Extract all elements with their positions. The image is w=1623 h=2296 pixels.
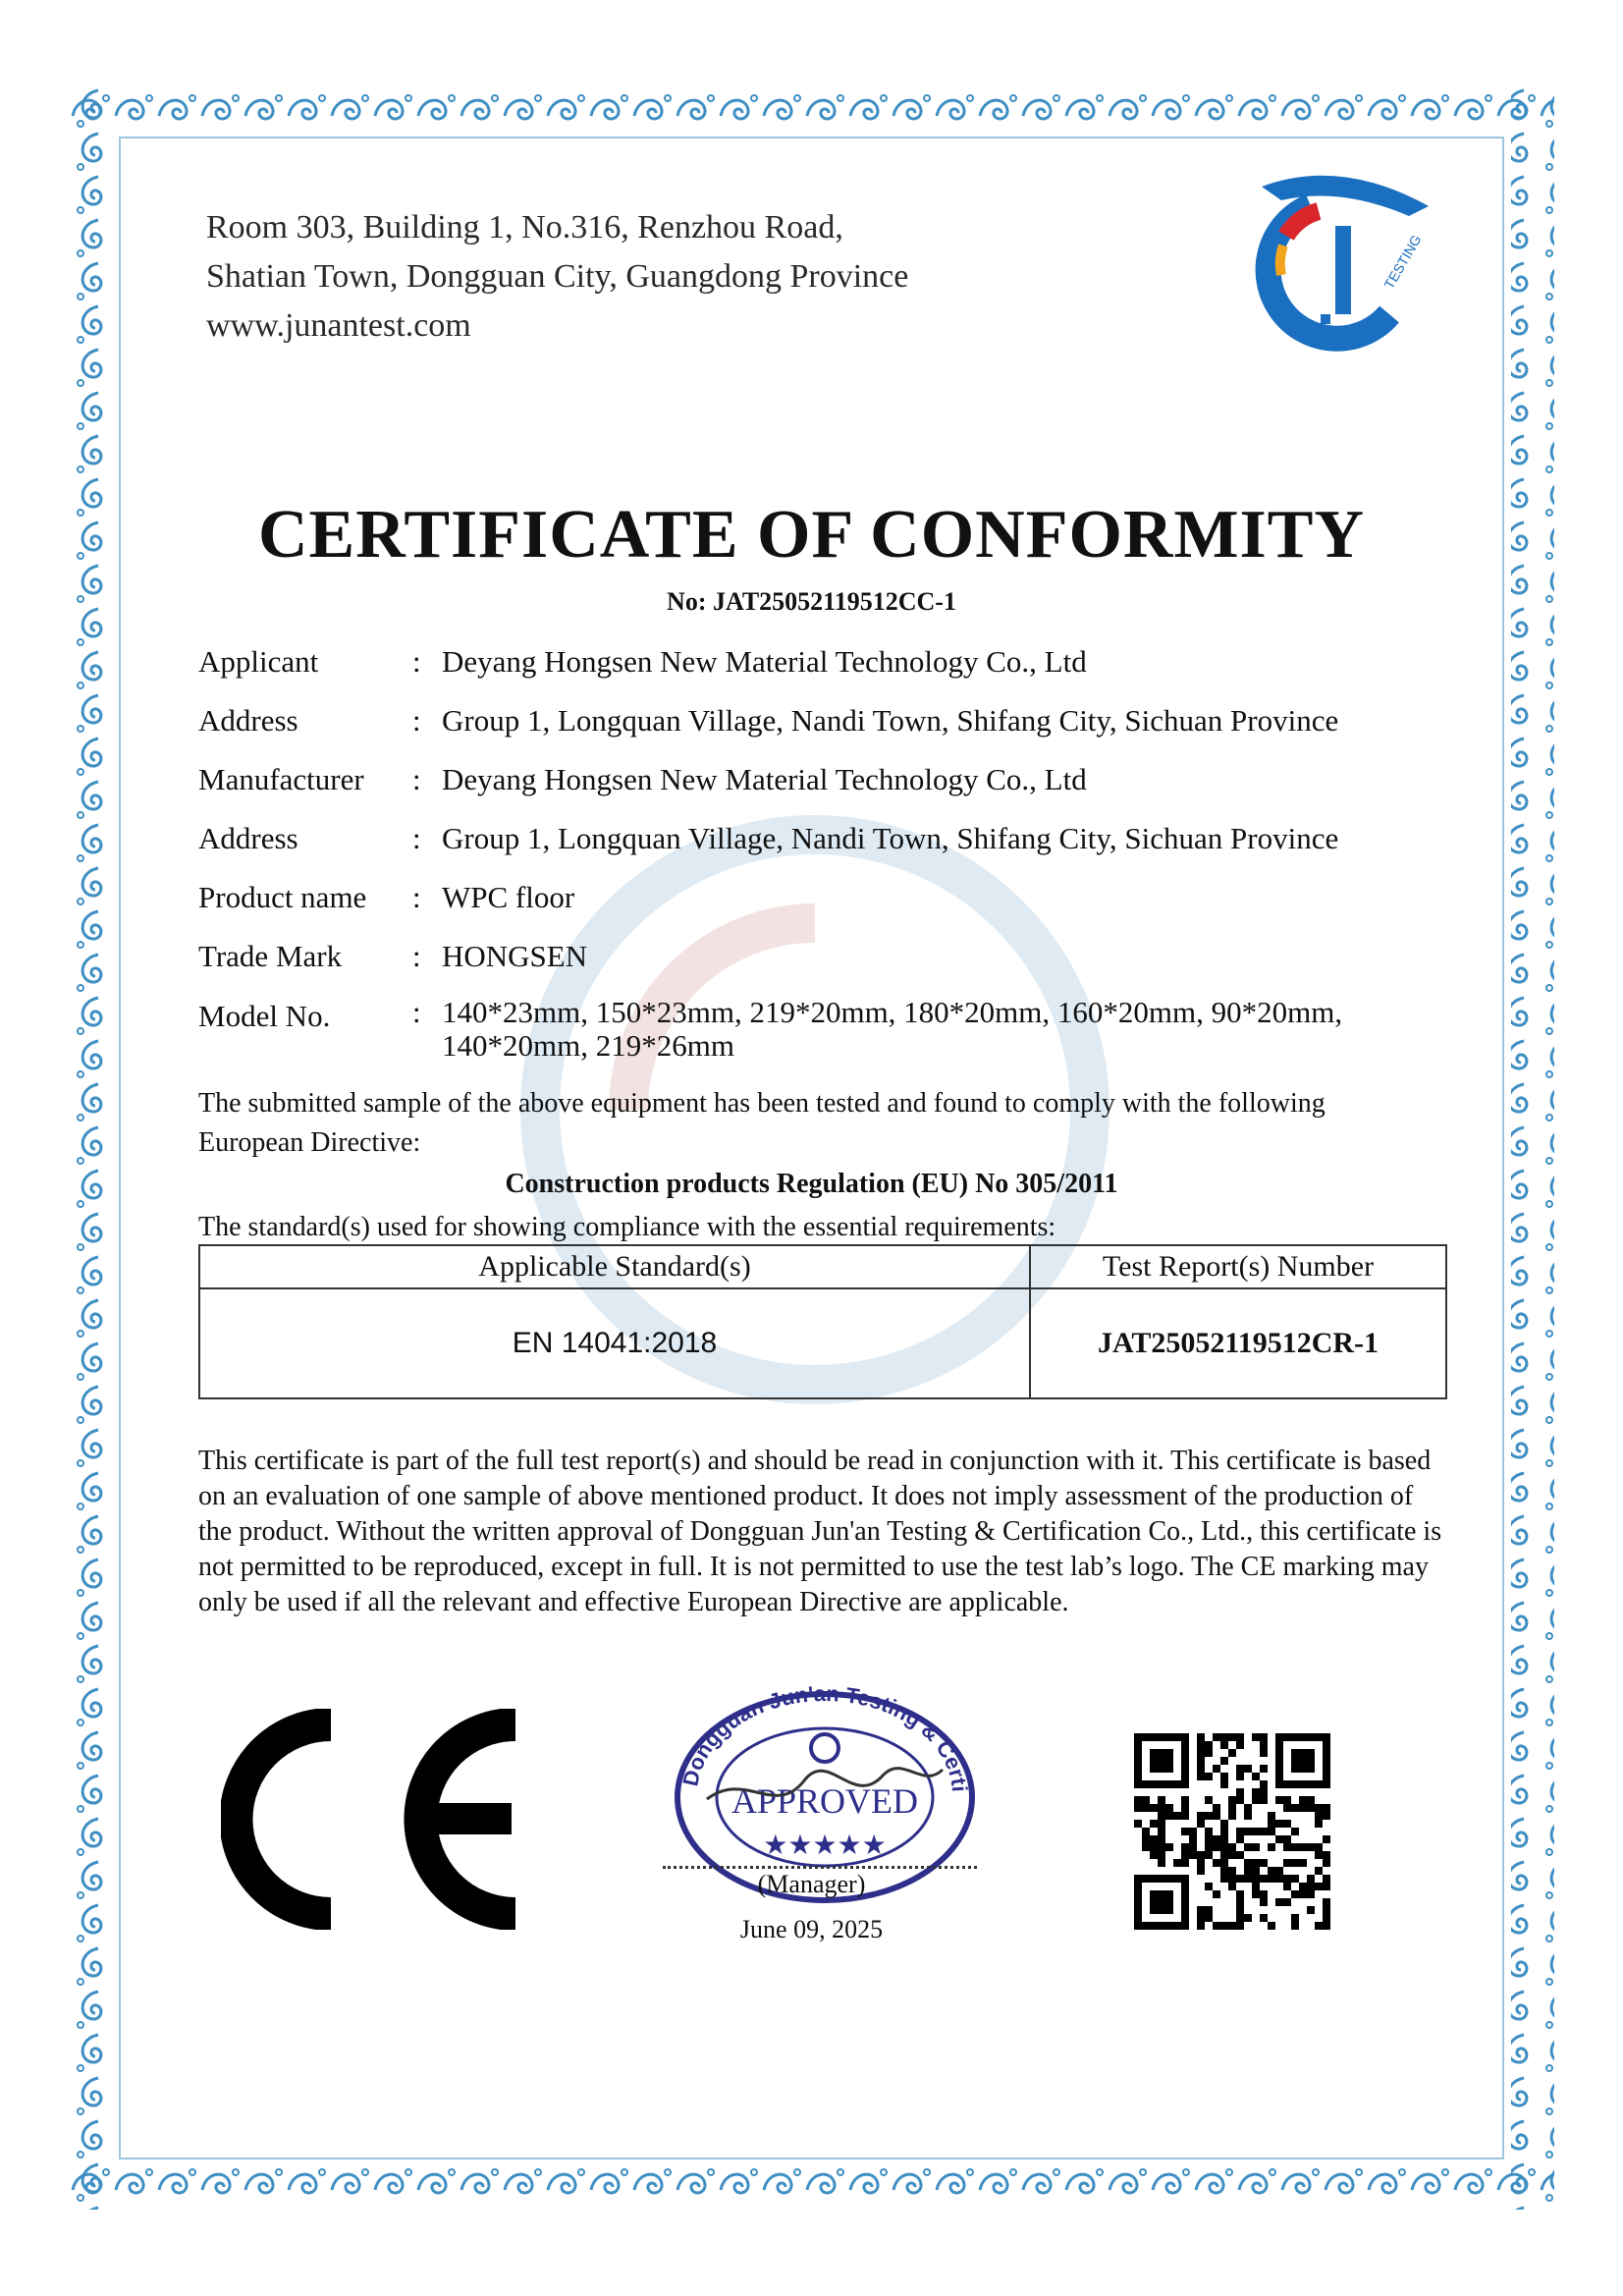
address-line-1: Room 303, Building 1, No.316, Renzhou Road, bbox=[206, 209, 843, 246]
website-link[interactable]: www.junantest.com bbox=[206, 307, 471, 344]
disclaimer-text: This certificate is part of the full test report(s) and should be read in conjunction with it. This certificate is based on an evaluation of one sample of above mentioned product. It does not imply assessment of the production of the product. Without the written approval of Dongguan Jun'an Testing & Certification Co., Ltd., this certificate is not permitted to be reproduced, except in full. It is not permitted to use the test lab’s logo. The CE marking may only be used if all the relevant and effective European Directive are applicable. bbox=[198, 1446, 1442, 1617]
field-colon: : bbox=[412, 703, 421, 738]
table-header: Test Report(s) Number bbox=[1030, 1245, 1446, 1288]
page-title: CERTIFICATE OF CONFORMITY bbox=[257, 497, 1366, 573]
statement-line-1: The submitted sample of the above equipment has been tested and found to comply with the following bbox=[198, 1088, 1325, 1119]
table-header: Applicable Standard(s) bbox=[199, 1245, 1030, 1288]
field-colon: : bbox=[412, 939, 421, 973]
standard-cell: EN 14041:2018 bbox=[199, 1288, 1030, 1398]
field-label: Address bbox=[198, 703, 298, 738]
company-logo bbox=[1242, 167, 1438, 354]
field-colon: : bbox=[412, 880, 421, 914]
table-row bbox=[199, 1288, 1446, 1398]
field-label: Address bbox=[198, 821, 298, 855]
field-label: Trade Mark bbox=[198, 939, 343, 973]
field-label: Model No. bbox=[198, 999, 331, 1033]
standards-intro: The standard(s) used for showing compliance with the essential requirements: bbox=[198, 1212, 1056, 1242]
standards-table bbox=[198, 1244, 1447, 1399]
field-value: HONGSEN bbox=[442, 939, 588, 973]
stamp-center-text: APPROVED bbox=[730, 1781, 919, 1821]
signature-date: June 09, 2025 bbox=[739, 1915, 884, 1943]
qr-code[interactable] bbox=[1134, 1733, 1330, 1930]
field-value: Group 1, Longquan Village, Nandi Town, Shifang City, Sichuan Province bbox=[442, 821, 1339, 855]
signature-line bbox=[663, 1866, 977, 1869]
field-label: Applicant bbox=[198, 644, 319, 679]
statement-line-2: European Directive: bbox=[198, 1127, 421, 1158]
logo-text: TESTING bbox=[1380, 232, 1425, 292]
field-colon: : bbox=[412, 995, 421, 1029]
field-value: Group 1, Longquan Village, Nandi Town, Shifang City, Sichuan Province bbox=[442, 703, 1339, 738]
field-value: Deyang Hongsen New Material Technology Co., Ltd bbox=[442, 644, 1087, 679]
field-label: Product name bbox=[198, 880, 367, 914]
table-header-row bbox=[199, 1245, 1446, 1288]
field-colon: : bbox=[412, 644, 421, 679]
address-line-2: Shatian Town, Dongguan City, Guangdong Province bbox=[206, 258, 909, 295]
field-colon: : bbox=[412, 821, 421, 855]
field-value: WPC floor bbox=[442, 880, 575, 914]
field-colon: : bbox=[412, 762, 421, 796]
field-label: Manufacturer bbox=[198, 762, 364, 796]
directive-title: Construction products Regulation (EU) No 305/2011 bbox=[505, 1169, 1118, 1199]
field-value: Deyang Hongsen New Material Technology Co., Ltd bbox=[442, 762, 1087, 796]
signatory-role: (Manager) bbox=[757, 1870, 866, 1898]
stamp-stars-icon: ★★★★★ bbox=[763, 1829, 887, 1861]
field-value-continued: 140*20mm, 219*26mm bbox=[442, 1028, 734, 1063]
field-value: 140*23mm, 150*23mm, 219*20mm, 180*20mm, 160*20mm, 90*20mm, bbox=[442, 995, 1343, 1029]
stamp-ring-text: Dongguan Jun'an Testing & Certi bbox=[677, 1681, 972, 1793]
report-number-cell: JAT25052119512CR-1 bbox=[1030, 1288, 1446, 1398]
certificate-number: No: JAT25052119512CC-1 bbox=[667, 587, 956, 616]
